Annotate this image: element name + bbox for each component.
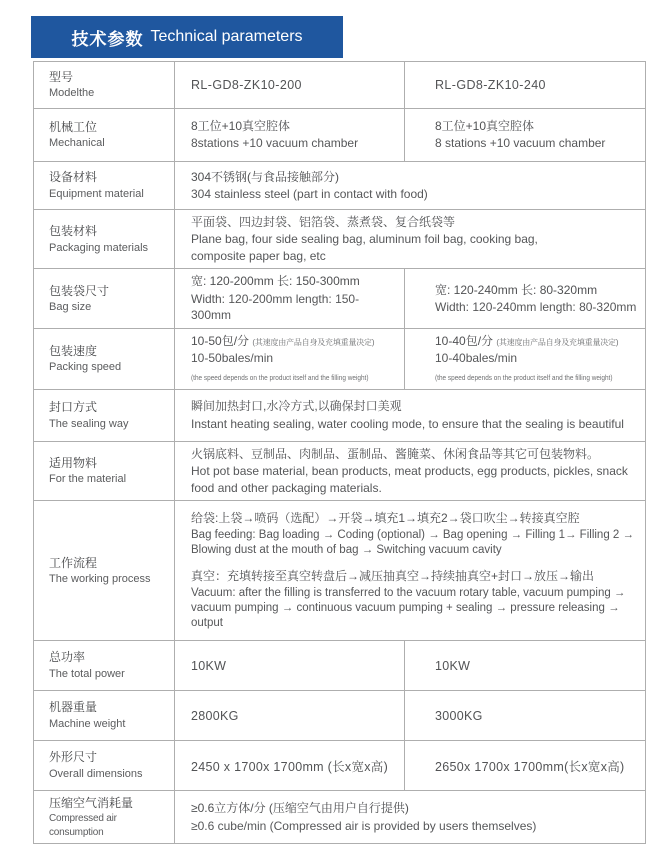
process-zh: 给袋:上袋→喷码（选配）→开袋→填充1→填充2→袋口吹尘→转接真空腔	[191, 511, 580, 526]
value-en: Width: 120-240mm length: 80-320mm	[435, 300, 637, 315]
cell-packing-speed-left	[175, 328, 405, 389]
value-en: 8 stations +10 vacuum chamber	[435, 136, 606, 151]
speed-zh-note: (其速度由产品自身及充填重量决定)	[252, 337, 375, 347]
section-title-zh: 技术参数	[71, 29, 144, 49]
label-en: The total power	[49, 667, 125, 680]
power-value: 10KW	[191, 658, 227, 673]
cell-bag-size-left	[175, 269, 405, 328]
model-number: RL-GD8-ZK10-240	[435, 78, 546, 92]
value-en: Plane bag, four side sealing bag, aluminum foil bag, cooking bag, composite paper bag, etc	[191, 232, 538, 263]
process-en: Bag feeding: Bag loading → Coding (optional) → Bag opening → Filling 1→ Filling 2 → Blowing dust at the mouth of bag → Switching vacuum cavity	[191, 528, 635, 556]
value-zh: 宽: 120-200mm 长: 150-300mm	[191, 274, 360, 289]
speed-en-main: 10-50bales/min	[191, 351, 274, 366]
value-zh	[435, 333, 639, 350]
cell-machine-weight-left	[175, 691, 405, 741]
value-en: Instant heating sealing, water cooling mode, to ensure that the sealing is beautiful	[191, 416, 624, 431]
label-zh: 机械工位	[49, 119, 98, 134]
label-zh: 机器重量	[49, 700, 98, 715]
label-zh: 外形尺寸	[49, 750, 98, 765]
value-zh	[191, 333, 398, 350]
technical-parameters-table	[33, 61, 646, 844]
value-en: 304 stainless steel (part in contact with food)	[191, 186, 428, 201]
row-label-packing-speed	[34, 328, 175, 389]
speed-zh-note: (其速度由产品自身及充填重量决定)	[496, 337, 619, 347]
label-en: Mechanical	[49, 137, 105, 150]
label-zh: 型号	[49, 69, 74, 84]
section-title-en: Technical parameters	[150, 28, 303, 45]
cell-air-consumption	[175, 791, 646, 844]
label-en: For the material	[49, 473, 127, 486]
value-en: 8stations +10 vacuum chamber	[191, 136, 359, 151]
label-en: Bag size	[49, 301, 92, 313]
row-packaging-materials	[34, 210, 646, 269]
value-zh: 宽: 120-240mm 长: 80-320mm	[435, 282, 598, 297]
row-label-working-process	[34, 501, 175, 641]
cell-dimensions-right	[405, 741, 646, 791]
cell-model-right	[405, 62, 646, 109]
row-total-power	[34, 641, 646, 691]
cell-packing-speed-right	[405, 328, 646, 389]
value-zh: ≥0.6立方体/分 (压缩空气由用户自行提供)	[191, 801, 409, 816]
cell-working-process	[175, 501, 646, 641]
value-zh: 瞬间加热封口,水冷方式,以确保封口美观	[191, 399, 402, 414]
row-air-consumption	[34, 791, 646, 844]
label-en: The working process	[49, 572, 151, 585]
row-applicable-material	[34, 441, 646, 500]
row-label-bag-size	[34, 269, 175, 328]
row-label-sealing-way	[34, 389, 175, 441]
label-zh: 压缩空气消耗量	[49, 796, 134, 811]
weight-value: 2800KG	[191, 708, 239, 723]
value-zh: 平面袋、四边封袋、铝箔袋、蒸煮袋、复合纸袋等	[191, 215, 456, 229]
value-zh: 304不锈钢(与食品接触部分)	[191, 169, 340, 184]
value-en: Hot pot base material, bean products, meat products, egg products, pickles, snack food and other packaging materials.	[191, 464, 628, 495]
process-vacuum	[191, 568, 639, 631]
value-en: ≥0.6 cube/min (Compressed air is provided by users themselves)	[191, 818, 537, 833]
value-zh: 8工位+10真空腔体	[191, 119, 291, 134]
label-zh: 包装袋尺寸	[49, 283, 110, 298]
row-machine-weight	[34, 691, 646, 741]
row-sealing-way	[34, 389, 646, 441]
label-zh: 总功率	[49, 650, 86, 665]
cell-sealing-way	[175, 389, 646, 441]
row-model	[34, 62, 646, 109]
row-label-machine-weight	[34, 691, 175, 741]
row-equipment-material	[34, 162, 646, 210]
row-working-process	[34, 501, 646, 641]
power-value: 10KW	[435, 658, 471, 673]
label-en: Overall dimensions	[49, 767, 143, 780]
row-label-equipment-material	[34, 162, 175, 210]
label-zh: 工作流程	[49, 555, 98, 570]
process-en: Vacuum: after the filling is transferred to the vacuum rotary table, vacuum pumping → vacuum pumping → continuous vacuum pumping + sealing → pressure releasing → output	[191, 586, 626, 629]
cell-applicable-material	[175, 441, 646, 500]
cell-total-power-left	[175, 641, 405, 691]
label-en: Packaging materials	[49, 241, 149, 254]
speed-zh-main: 10-40包/分	[435, 333, 494, 348]
cell-machine-weight-right	[405, 691, 646, 741]
label-zh: 设备材料	[49, 170, 98, 185]
row-label-air-consumption	[34, 791, 175, 844]
row-label-model	[34, 62, 175, 109]
label-zh: 封口方式	[49, 400, 98, 415]
dimensions-value: 2450 x 1700x 1700mm (长x宽x高)	[191, 759, 389, 774]
row-label-packaging-materials	[34, 210, 175, 269]
label-en: The sealing way	[49, 417, 129, 430]
process-bag-feeding	[191, 510, 639, 558]
label-en: Compressed air consumption	[49, 813, 117, 838]
row-label-applicable-material	[34, 441, 175, 500]
dimensions-value: 2650x 1700x 1700mm(长x宽x高)	[435, 759, 625, 774]
section-title-banner	[31, 16, 343, 58]
cell-mechanical-left	[175, 109, 405, 162]
label-en: Packing speed	[49, 361, 122, 374]
speed-en-main: 10-40bales/min	[435, 351, 518, 366]
label-zh: 适用物料	[49, 456, 98, 471]
value-zh: 8工位+10真空腔体	[435, 119, 535, 134]
speed-en-note: (the speed depends on the product itself and the filling weight)	[191, 372, 369, 382]
label-en: Modelthe	[49, 87, 95, 100]
cell-model-left	[175, 62, 405, 109]
label-en: Equipment material	[49, 187, 144, 200]
cell-bag-size-right	[405, 269, 646, 328]
row-overall-dimensions	[34, 741, 646, 791]
value-en: Width: 120-200mm length: 150-300mm	[191, 291, 360, 323]
row-mechanical	[34, 109, 646, 162]
cell-mechanical-right	[405, 109, 646, 162]
weight-value: 3000KG	[435, 708, 483, 723]
cell-equipment-material	[175, 162, 646, 210]
row-bag-size	[34, 269, 646, 328]
speed-en-note: (the speed depends on the product itself and the filling weight)	[435, 372, 613, 382]
cell-total-power-right	[405, 641, 646, 691]
label-en: Machine weight	[49, 717, 126, 730]
row-packing-speed	[34, 328, 646, 389]
model-number: RL-GD8-ZK10-200	[191, 78, 302, 92]
speed-zh-main: 10-50包/分	[191, 333, 250, 348]
row-label-mechanical	[34, 109, 175, 162]
row-label-overall-dimensions	[34, 741, 175, 791]
cell-packaging-materials	[175, 210, 646, 269]
process-zh: 真空：充填转接至真空转盘后→减压抽真空→持续抽真空+封口→放压→输出	[191, 569, 595, 584]
cell-dimensions-left	[175, 741, 405, 791]
label-zh: 包装材料	[49, 224, 98, 239]
label-zh: 包装速度	[49, 343, 98, 358]
row-label-total-power	[34, 641, 175, 691]
value-zh: 火锅底料、豆制品、肉制品、蛋制品、酱腌菜、休闲食品等其它可包装物料。	[191, 446, 600, 461]
